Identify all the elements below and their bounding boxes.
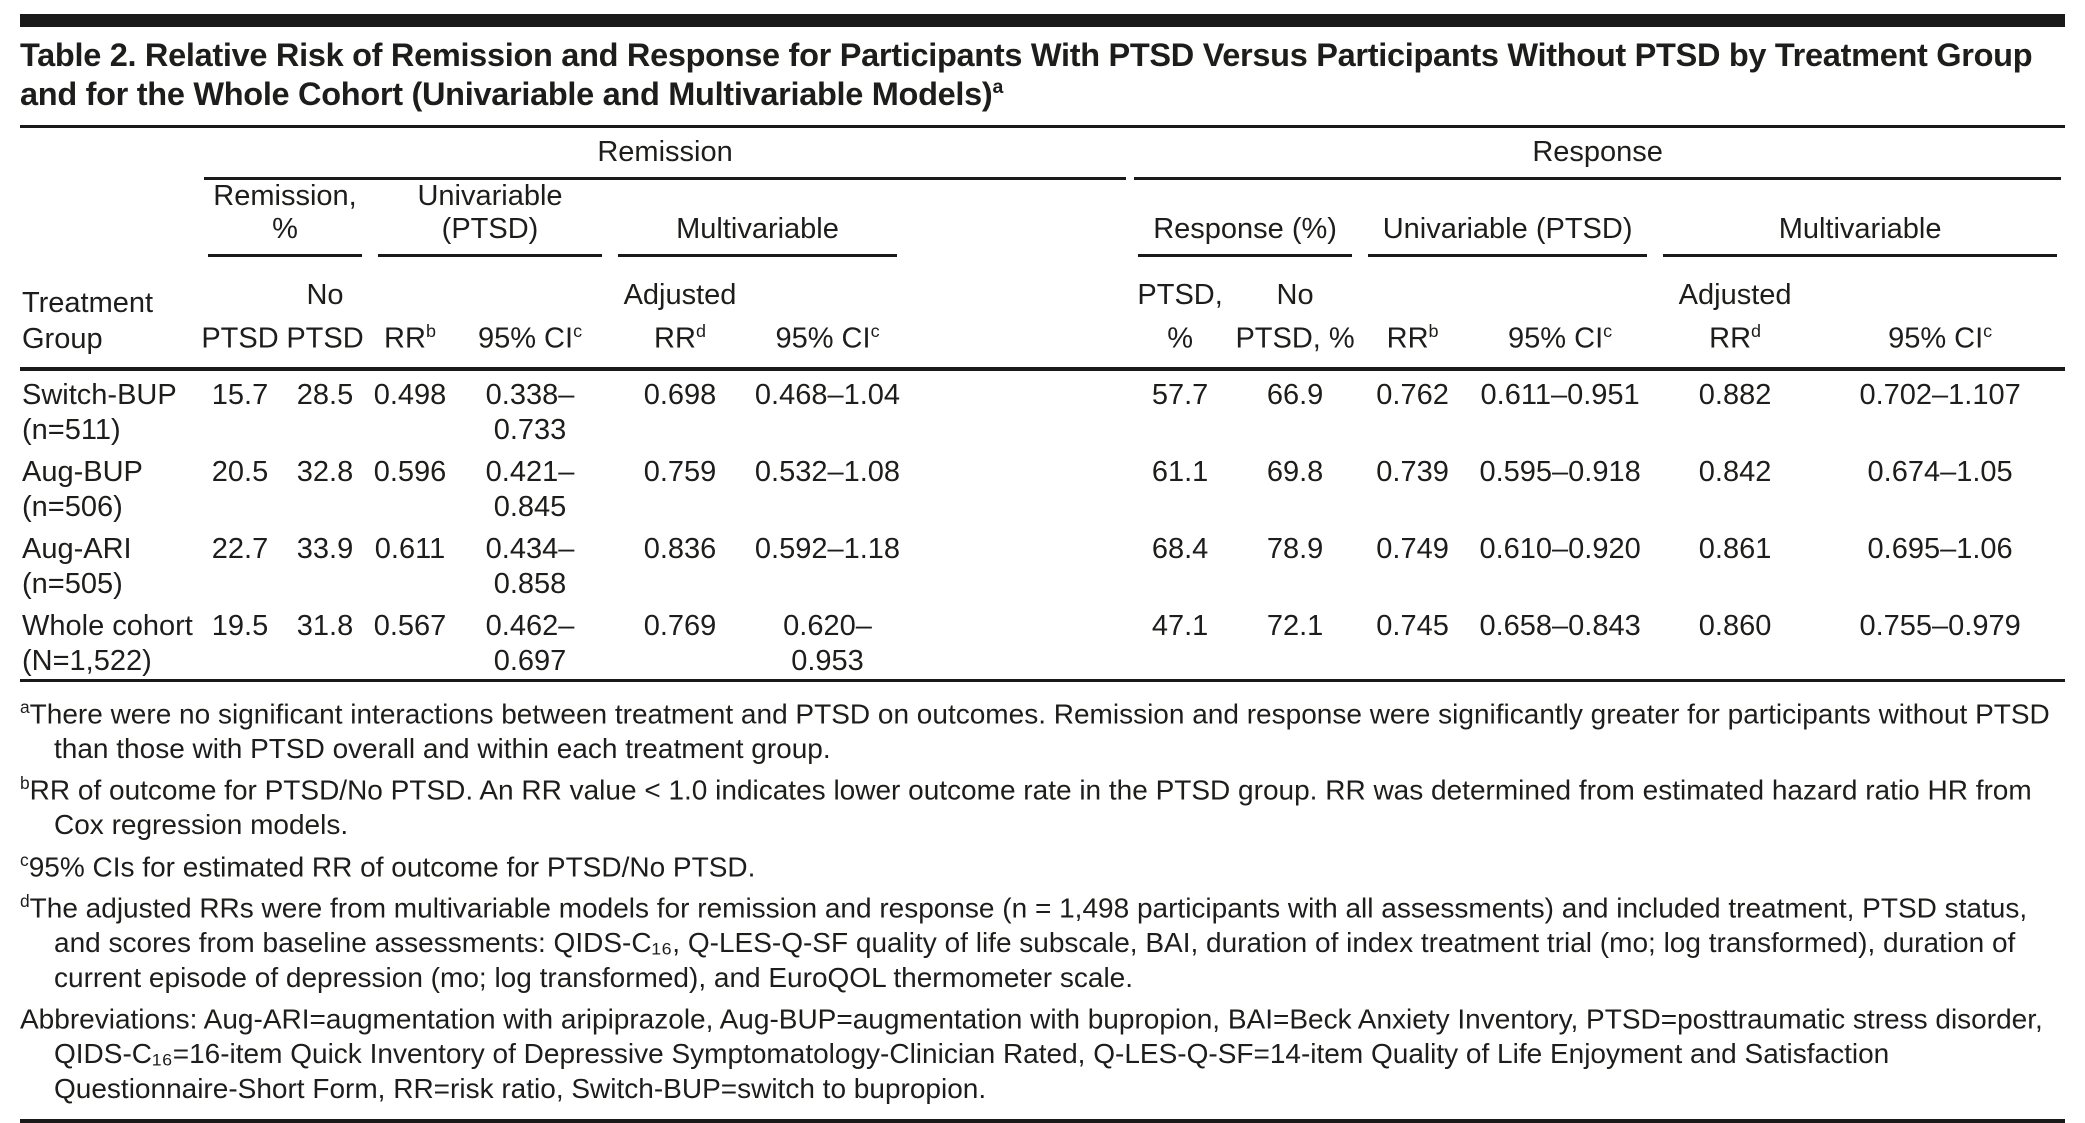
data-cell: 0.595–0.918 <box>1479 456 1641 488</box>
data-cell: 28.5 <box>296 379 354 411</box>
data-cell: 0.421–0.845 <box>485 456 575 523</box>
subgroup-response-pct: Response (%) <box>1130 180 1360 257</box>
data-cell: 15.7 <box>211 379 269 411</box>
row-label-cell: Aug-ARI (n=505) <box>22 533 132 600</box>
data-cell: 61.1 <box>1151 456 1209 488</box>
data-cell: 0.498 <box>373 379 447 411</box>
footnote-a: $^a$There were no significant interactions between treatment and PTSD on outcomes. Remission and response were significantly greater for participants without PTSD than those with PTSD overall and within each treatment group. <box>20 697 2050 764</box>
table-row <box>20 369 2065 448</box>
data-cell: 0.861 <box>1698 533 1772 565</box>
data-cell: 0.611 <box>374 533 446 565</box>
subgroup-remission-pct: Remission, % <box>200 180 370 257</box>
table-bottom-rule <box>20 1119 2065 1123</box>
data-cell: 68.4 <box>1151 533 1209 565</box>
data-cell: 72.1 <box>1266 610 1324 642</box>
data-cell: 0.338–0.733 <box>485 379 575 446</box>
data-cell: 0.620–0.953 <box>783 610 872 677</box>
table-title-text: Table 2. Relative Risk of Remission and Response for Participants With PTSD Versus Participants Without PTSD by Treatment Group and for the Whole Cohort (Univariable and Multivariable Models) <box>20 37 2033 112</box>
data-cell: 0.860 <box>1698 610 1772 642</box>
spacer-cell <box>905 525 1130 602</box>
data-cell: 57.7 <box>1151 379 1209 411</box>
data-cell: 47.1 <box>1151 610 1209 642</box>
data-cell: 0.434–0.858 <box>485 533 575 600</box>
data-cell: 0.610–0.920 <box>1479 533 1641 565</box>
column-header-response-ci: 95% $CI^c$ <box>1465 257 1655 369</box>
column-header-remission-adjusted-ci: 95% $CI^c$ <box>750 257 905 369</box>
data-cell: 0.739 <box>1376 456 1449 488</box>
data-cell: 0.462–0.697 <box>485 610 575 677</box>
table-title-footnote-marker: a <box>992 76 1003 99</box>
column-header-response-no-ptsd: No PTSD, % <box>1230 257 1360 369</box>
row-label-cell: Aug-BUP (n=506) <box>22 456 143 523</box>
spacer-column <box>905 180 1130 369</box>
data-cell: 0.698 <box>643 379 717 411</box>
data-cell: 33.9 <box>296 533 354 565</box>
subgroup-remission-univariable: Univariable (PTSD) <box>370 180 610 257</box>
data-cell: 19.5 <box>211 610 269 642</box>
column-header-remission-ptsd: PTSD <box>200 257 280 369</box>
spacer-cell <box>905 602 1130 679</box>
data-cell: 66.9 <box>1266 379 1324 411</box>
data-cell: 0.882 <box>1698 379 1772 411</box>
data-cell: 0.702–1.107 <box>1859 379 2021 411</box>
table-row <box>20 448 2065 525</box>
column-header-remission-no-ptsd: No PTSD <box>280 257 370 369</box>
data-cell: 22.7 <box>211 533 269 565</box>
header-row-groups <box>20 128 2065 180</box>
data-cell: 0.592–1.18 <box>754 533 901 565</box>
row-label-cell: Whole cohort (N=1,522) <box>22 610 193 677</box>
column-header-response-adjusted-ci: 95% $CI^c$ <box>1815 257 2065 369</box>
spanner-remission-label: Remission <box>204 136 1126 180</box>
spanner-response <box>1130 128 2065 180</box>
spacer-cell <box>905 448 1130 525</box>
data-cell: 0.749 <box>1376 533 1449 565</box>
data-cell: 31.8 <box>296 610 354 642</box>
data-cell: 0.674–1.05 <box>1867 456 2013 488</box>
column-header-response-ptsd: PTSD, % <box>1130 257 1230 369</box>
data-cell: 0.596 <box>373 456 447 488</box>
data-cell: 0.755–0.979 <box>1859 610 2021 642</box>
table-title <box>20 27 2065 125</box>
data-cell: 0.762 <box>1376 379 1449 411</box>
data-cell: 0.842 <box>1698 456 1772 488</box>
data-cell: 0.836 <box>643 533 717 565</box>
subgroup-remission-multivariable: Multivariable <box>610 180 905 257</box>
column-header-remission-ci: 95% $CI^c$ <box>450 257 610 369</box>
table-row <box>20 602 2065 679</box>
header-row-subgroups <box>20 180 2065 257</box>
subgroup-response-multivariable: Multivariable <box>1655 180 2065 257</box>
data-cell: 0.468–1.04 <box>754 379 901 411</box>
row-label-cell: Switch-BUP (n=511) <box>22 379 177 446</box>
data-cell: 0.769 <box>643 610 717 642</box>
row-header-treatment-group: Treatment Group <box>20 128 200 369</box>
spanner-response-label: Response <box>1134 136 2061 180</box>
subgroup-response-univariable: Univariable (PTSD) <box>1360 180 1655 257</box>
footnote-abbreviations: Abbreviations: Aug-ARI=augmentation with aripiprazole, Aug-BUP=augmentation with bupropion, BAI=Beck Anxiety Inventory, PTSD=posttraumatic stress disorder, QIDS-C₁₆=16-item Quick Inventory of Depressive Symptomatology-Clinician Rated, Q-LES-Q-SF=14-item Quality of Life Enjoyment and Satisfaction Questionnaire-Short Form, RR=risk ratio, Switch-BUP=switch to bupropion. <box>20 1003 2043 1104</box>
footnote-b: $^b$RR of outcome for PTSD/No PTSD. An RR value < 1.0 indicates lower outcome rate in the PTSD group. RR was determined from estimated hazard ratio HR from Cox regression models. <box>20 773 2032 841</box>
table-top-rule <box>20 14 2065 27</box>
data-cell: 0.695–1.06 <box>1867 533 2013 565</box>
data-cell: 0.567 <box>373 610 447 642</box>
data-cell: 0.611–0.951 <box>1480 379 1640 411</box>
spanner-remission <box>200 128 1130 180</box>
data-cell: 32.8 <box>296 456 354 488</box>
spacer-cell <box>905 369 1130 448</box>
data-cell: 0.759 <box>643 456 717 488</box>
data-cell: 78.9 <box>1266 533 1324 565</box>
data-cell: 69.8 <box>1266 456 1324 488</box>
results-table <box>20 128 2065 679</box>
data-cell: 20.5 <box>211 456 269 488</box>
column-header-remission-adjusted-rr: Adjusted $RR^d$ <box>610 257 750 369</box>
data-cell: 0.532–1.08 <box>754 456 901 488</box>
footnote-c: $^c$95% CIs for estimated RR of outcome for PTSD/No PTSD. <box>20 849 756 882</box>
column-header-response-adjusted-rr: Adjusted $RR^d$ <box>1655 257 1815 369</box>
footnotes-section <box>20 682 2065 1116</box>
column-header-remission-rr: $RR^b$ <box>370 257 450 369</box>
data-cell: 0.745 <box>1376 610 1449 642</box>
footnote-d: $^d$The adjusted RRs were from multivariable models for remission and response (n = 1,498 participants with all assessments) and included treatment, PTSD status, and scores from baseline assessments: QIDS-C₁₆, Q-LES-Q-SF quality of life subscale, BAI, duration of index treatment trial (mo; log transformed), duration of current episode of depression (mo; log transformed), and EuroQOL thermometer scale. <box>20 891 2028 993</box>
data-cell: 0.658–0.843 <box>1479 610 1641 642</box>
table-row <box>20 525 2065 602</box>
column-header-response-rr: $RR^b$ <box>1360 257 1465 369</box>
